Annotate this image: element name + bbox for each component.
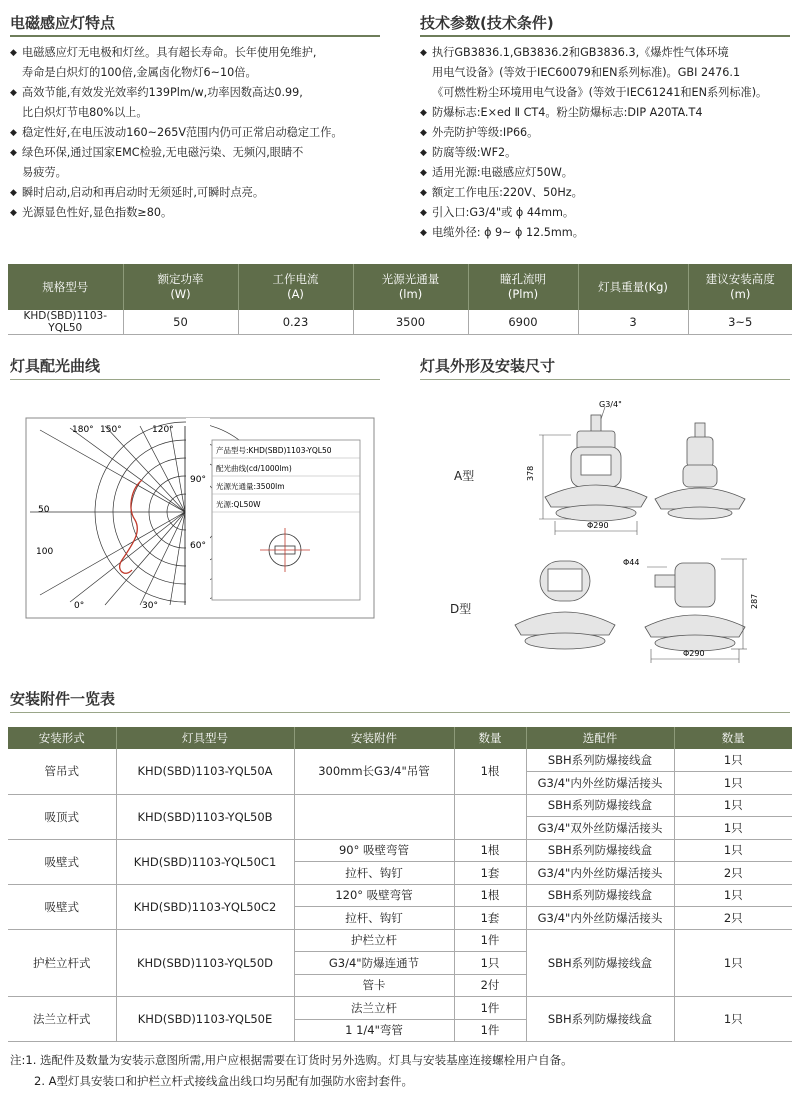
spec-table	[8, 264, 792, 335]
acc-header: 灯具型号	[116, 727, 294, 749]
spec-cell: 3~5	[688, 310, 792, 335]
optional-qty: 2只	[674, 907, 792, 930]
dim-height-label: 287	[750, 593, 759, 609]
install-form: 护栏立杆式	[8, 929, 116, 997]
spec-header: 灯具重量(Kg)	[578, 264, 688, 310]
angle-label: 30°	[142, 601, 158, 611]
dim-width-label: Φ290	[587, 521, 609, 530]
polar-curve-diagram	[10, 410, 380, 622]
accessory: 拉杆、钩钉	[294, 862, 454, 885]
spec-header: 工作电流 (A)	[238, 264, 353, 310]
info-text: 光源:QL50W	[216, 500, 261, 509]
accessory: 120° 吸壁弯管	[294, 884, 454, 907]
angle-label: 180°	[72, 425, 94, 435]
spec-header-row	[8, 264, 792, 310]
accessory: 护栏立杆	[294, 929, 454, 952]
accessory: 300mm长G3/4"吊管	[294, 749, 454, 794]
lamp-model: KHD(SBD)1103-YQL50C1	[116, 839, 294, 884]
acc-header: 选配件	[526, 727, 674, 749]
accessory: 90° 吸壁弯管	[294, 839, 454, 862]
feature-item: ◆ 光源显色性好,显色指数≥80。	[10, 203, 390, 223]
spec-cell: 6900	[468, 310, 578, 335]
spec-header: 光源光通量 (lm)	[353, 264, 468, 310]
spec-cell: 3	[578, 310, 688, 335]
dim-height-label: 378	[526, 465, 535, 481]
acc-header: 数量	[674, 727, 792, 749]
lamp-model: KHD(SBD)1103-YQL50D	[116, 929, 294, 997]
info-text: 产品型号:KHD(SBD)1103-YQL50	[216, 446, 332, 455]
table-row	[8, 794, 792, 817]
accessory: 管卡	[294, 974, 454, 997]
spec-cell: 3500	[353, 310, 468, 335]
accessory-qty: 1套	[454, 862, 526, 885]
optional-part: SBH系列防爆接线盒	[526, 839, 674, 862]
install-form: 吸壁式	[8, 884, 116, 929]
spec-cell: 0.23	[238, 310, 353, 335]
feature-item: ◆ 电磁感应灯无电极和灯丝。具有超长寿命。长年使用免维护, 寿命是白炽灯的100倍,金属卤化物灯6~10倍。	[10, 43, 390, 83]
notes	[10, 1050, 573, 1092]
install-form: 吸壁式	[8, 839, 116, 884]
curve-rule	[10, 379, 380, 380]
optional-part: SBH系列防爆接线盒	[526, 884, 674, 907]
optional-part: G3/4"内外丝防爆活接头	[526, 862, 674, 885]
accessory-qty: 1只	[454, 952, 526, 975]
accessory: 拉杆、钩钉	[294, 907, 454, 930]
install-form: 吸顶式	[8, 794, 116, 839]
acc-header: 数量	[454, 727, 526, 749]
optional-qty: 1只	[674, 794, 792, 817]
accessory-qty: 1件	[454, 929, 526, 952]
feature-item: ◆ 高效节能,有效发光效率约139Plm/w,功率因数高达0.99, 比白炽灯节电80%以上。	[10, 83, 390, 123]
lamp-model: KHD(SBD)1103-YQL50A	[116, 749, 294, 794]
optional-part: SBH系列防爆接线盒	[526, 749, 674, 772]
features-title: 电磁感应灯特点	[10, 14, 116, 32]
info-text: 光源光通量:3500lm	[216, 482, 285, 491]
spec-data-row	[8, 310, 792, 335]
optional-qty: 1只	[674, 929, 792, 997]
optional-qty: 2只	[674, 862, 792, 885]
features-rule	[10, 35, 380, 37]
accessory-qty: 1根	[454, 884, 526, 907]
dim-inlet-label: Φ44	[623, 558, 640, 567]
accessory-qty: 2付	[454, 974, 526, 997]
angle-label: 120°	[152, 425, 174, 435]
angle-label: 150°	[100, 425, 122, 435]
type-a-drawing	[495, 395, 795, 540]
accessory-qty: 1套	[454, 907, 526, 930]
angle-label: 60°	[190, 541, 206, 551]
angle-label: 0°	[74, 601, 85, 611]
type-d-label: D型	[450, 602, 472, 616]
feature-item: ◆ 瞬时启动,启动和再启动时无须延时,可瞬时点亮。	[10, 183, 390, 203]
optional-part: SBH系列防爆接线盒	[526, 794, 674, 817]
tech-item: ◆ 引入口:G3/4"或 ϕ 44mm。	[420, 203, 798, 223]
accessories-title: 安装附件一览表	[10, 690, 116, 708]
table-row	[8, 929, 792, 952]
lamp-model: KHD(SBD)1103-YQL50B	[116, 794, 294, 839]
spec-header: 规格型号	[8, 264, 123, 310]
features-list	[10, 43, 390, 223]
accessory-qty: 1件	[454, 1019, 526, 1042]
accessory	[294, 794, 454, 839]
accessory: G3/4"防爆连通节	[294, 952, 454, 975]
dims-rule	[420, 379, 790, 380]
acc-header-row	[8, 727, 792, 749]
dims-title: 灯具外形及安装尺寸	[420, 357, 556, 375]
type-a-label: A型	[454, 469, 475, 483]
table-row	[8, 839, 792, 862]
table-row	[8, 997, 792, 1020]
spec-cell: KHD(SBD)1103-YQL50	[8, 310, 123, 335]
optional-qty: 1只	[674, 749, 792, 772]
curve-title: 灯具配光曲线	[10, 357, 101, 375]
feature-item: ◆ 绿色环保,通过国家EMC检验,无电磁污染、无频闪,眼睛不 易疲劳。	[10, 143, 390, 183]
accessory: 法兰立杆	[294, 997, 454, 1020]
tech-item: ◆ 防爆标志:E×ed Ⅱ CT4。粉尘防爆标志:DIP A20TA.T4	[420, 103, 798, 123]
tech-list	[420, 43, 798, 243]
optional-qty: 1只	[674, 839, 792, 862]
angle-label: 90°	[190, 475, 206, 485]
spec-header: 瞳孔流明 (Plm)	[468, 264, 578, 310]
tech-rule	[420, 35, 790, 37]
accessory-qty: 1根	[454, 839, 526, 862]
accessory: 1 1/4"弯管	[294, 1019, 454, 1042]
optional-qty: 1只	[674, 997, 792, 1042]
spec-header: 额定功率 (W)	[123, 264, 238, 310]
note-2: 2. A型灯具安装口和护栏立杆式接线盒出线口均另配有加强防水密封套件。	[34, 1074, 413, 1088]
lamp-model: KHD(SBD)1103-YQL50C2	[116, 884, 294, 929]
tech-item: ◆ 电缆外径: ϕ 9~ ϕ 12.5mm。	[420, 223, 798, 243]
spec-cell: 50	[123, 310, 238, 335]
optional-part: SBH系列防爆接线盒	[526, 929, 674, 997]
accessory-qty: 1件	[454, 997, 526, 1020]
acc-header: 安装附件	[294, 727, 454, 749]
tech-item: ◆ 防腐等级:WF2。	[420, 143, 798, 163]
acc-header: 安装形式	[8, 727, 116, 749]
tech-item: ◆ 执行GB3836.1,GB3836.2和GB3836.3,《爆炸性气体环境 用电气设备》(等效于IEC60079和EN系列标准)。GBI 2476.1 《可燃性粉尘环境用电气设备》(等效于IEC61241和EN系列标准)。	[420, 43, 798, 103]
optional-part: G3/4"内外丝防爆活接头	[526, 907, 674, 930]
spec-header: 建议安装高度 (m)	[688, 264, 792, 310]
install-form: 法兰立杆式	[8, 997, 116, 1042]
install-form: 管吊式	[8, 749, 116, 794]
note-1: 注:1. 选配件及数量为安装示意图所需,用户应根据需要在订货时另外选购。灯具与安装基座连接螺栓用户自备。	[10, 1053, 573, 1067]
lamp-model: KHD(SBD)1103-YQL50E	[116, 997, 294, 1042]
feature-item: ◆ 稳定性好,在电压波动160~265V范围内仍可正常启动稳定工作。	[10, 123, 390, 143]
type-d-drawing	[495, 545, 795, 675]
dim-width-label: Φ290	[683, 649, 705, 658]
tech-item: ◆ 适用光源:电磁感应灯50W。	[420, 163, 798, 183]
radial-label: 50	[38, 505, 50, 515]
tech-title: 技术参数(技术条件)	[420, 14, 554, 32]
tech-item: ◆ 外壳防护等级:IP66。	[420, 123, 798, 143]
accessory-qty	[454, 794, 526, 839]
dim-thread-label: G3/4"	[599, 400, 622, 409]
optional-qty: 1只	[674, 817, 792, 840]
curve-info-box	[212, 440, 360, 600]
optional-part: G3/4"双外丝防爆活接头	[526, 817, 674, 840]
optional-qty: 1只	[674, 772, 792, 795]
accessory-qty: 1根	[454, 749, 526, 794]
tech-item: ◆ 额定工作电压:220V、50Hz。	[420, 183, 798, 203]
radial-label: 100	[36, 547, 54, 557]
optional-qty: 1只	[674, 884, 792, 907]
table-row	[8, 884, 792, 907]
accessories-table	[8, 727, 792, 1042]
optional-part: G3/4"内外丝防爆活接头	[526, 772, 674, 795]
table-row	[8, 749, 792, 772]
optional-part: SBH系列防爆接线盒	[526, 997, 674, 1042]
accessories-rule	[10, 712, 790, 713]
info-text: 配光曲线(cd/1000lm)	[216, 464, 292, 473]
